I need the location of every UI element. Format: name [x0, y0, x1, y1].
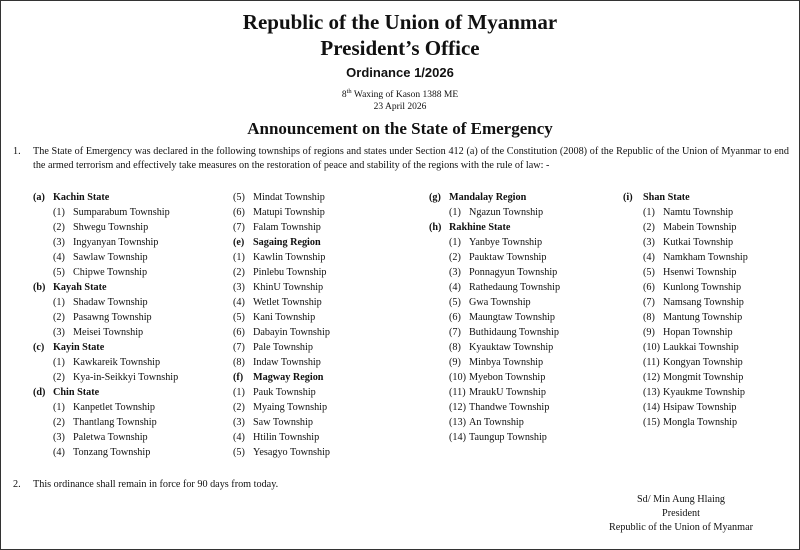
page-title: Republic of the Union of Myanmar	[242, 10, 558, 34]
township-number: (5)	[643, 267, 655, 278]
region-name: Mandalay Region	[449, 192, 527, 203]
township-number: (1)	[53, 402, 65, 413]
township-item	[233, 280, 330, 295]
township-item	[429, 280, 560, 295]
township-number: (1)	[53, 357, 65, 368]
township-number: (8)	[233, 357, 245, 368]
township-number: (5)	[233, 447, 245, 458]
township-name: Kyaukme Township	[663, 387, 746, 398]
region-name: Kayah State	[53, 282, 107, 293]
township-number: (2)	[53, 417, 65, 428]
township-number: (1)	[449, 237, 461, 248]
township-item	[623, 280, 748, 295]
township-number: (4)	[53, 447, 65, 458]
signature-name: Sd/ Min Aung Hlaing	[636, 494, 726, 505]
township-item	[233, 385, 330, 400]
township-number: (8)	[643, 312, 655, 323]
township-item	[233, 295, 330, 310]
township-name: Mongmit Township	[663, 372, 744, 383]
township-name: Taungup Township	[469, 432, 547, 443]
township-item	[233, 310, 330, 325]
township-number: (3)	[233, 417, 245, 428]
region-letter: (b)	[33, 282, 46, 293]
township-number: (11)	[449, 387, 466, 398]
township-name: An Township	[469, 417, 524, 428]
township-item	[33, 325, 178, 340]
region-letter: (d)	[33, 387, 46, 398]
township-item	[429, 340, 560, 355]
township-item	[429, 205, 560, 220]
paragraph-2	[13, 478, 789, 492]
township-number: (3)	[233, 282, 245, 293]
township-number: (1)	[233, 252, 245, 263]
date-ordinal-suffix: th	[346, 87, 352, 95]
township-name: Kani Township	[253, 312, 316, 323]
township-name: Tonzang Township	[73, 447, 151, 458]
township-number: (12)	[449, 402, 466, 413]
office-title: President’s Office	[320, 36, 480, 60]
township-name: Namtu Township	[663, 207, 734, 218]
township-name: Myaing Township	[253, 402, 328, 413]
township-item	[623, 310, 748, 325]
region-heading	[233, 235, 330, 250]
township-number: (3)	[53, 237, 65, 248]
township-number: (13)	[643, 387, 660, 398]
township-item	[623, 355, 748, 370]
township-name: Mongla Township	[663, 417, 738, 428]
township-name: Maungtaw Township	[469, 312, 555, 323]
township-item	[623, 295, 748, 310]
township-number: (2)	[233, 267, 245, 278]
township-number: (5)	[233, 312, 245, 323]
date-ordinal: 8	[341, 90, 347, 100]
township-name: MraukU Township	[469, 387, 546, 398]
paragraph-number: 1.	[13, 146, 21, 157]
township-name: Htilin Township	[253, 432, 320, 443]
township-item	[429, 355, 560, 370]
ordinance-number: Ordinance 1/2026	[346, 65, 454, 80]
township-column-3	[429, 190, 560, 445]
date-rest: Waxing of Kason 1388 ME	[351, 90, 459, 100]
township-number: (1)	[449, 207, 461, 218]
township-number: (2)	[643, 222, 655, 233]
township-name: Matupi Township	[253, 207, 325, 218]
township-name: Kongyan Township	[663, 357, 743, 368]
gregorian-date: 23 April 2026	[373, 102, 427, 112]
township-item	[233, 340, 330, 355]
township-name: Chipwe Township	[73, 267, 148, 278]
township-name: Pasawng Township	[73, 312, 152, 323]
region-letter: (a)	[33, 192, 45, 203]
township-number: (5)	[449, 297, 461, 308]
region-letter: (i)	[623, 192, 633, 203]
region-heading	[429, 190, 560, 205]
township-item	[233, 415, 330, 430]
township-name: Thantlang Township	[73, 417, 157, 428]
township-name: Mabein Township	[663, 222, 737, 233]
township-name: Meisei Township	[73, 327, 144, 338]
township-item	[429, 415, 560, 430]
township-item	[233, 325, 330, 340]
paragraph-number: 2.	[13, 479, 21, 490]
township-number: (2)	[53, 372, 65, 383]
region-heading	[33, 280, 178, 295]
township-number: (9)	[449, 357, 461, 368]
township-name: Dabayin Township	[253, 327, 330, 338]
township-number: (9)	[643, 327, 655, 338]
township-number: (7)	[449, 327, 461, 338]
region-heading	[33, 385, 178, 400]
township-number: (4)	[643, 252, 655, 263]
township-number: (2)	[449, 252, 461, 263]
region-letter: (f)	[233, 372, 244, 383]
township-item	[33, 220, 178, 235]
township-column-1	[33, 190, 178, 460]
township-number: (11)	[643, 357, 660, 368]
township-name: Kyauktaw Township	[469, 342, 554, 353]
township-item	[623, 235, 748, 250]
myanmar-date	[1, 87, 799, 100]
township-name: Myebon Township	[469, 372, 546, 383]
region-name: Rakhine State	[449, 222, 511, 233]
township-column-4	[623, 190, 748, 430]
township-item	[429, 385, 560, 400]
township-name: Buthidaung Township	[469, 327, 559, 338]
township-number: (5)	[233, 192, 245, 203]
township-item	[33, 235, 178, 250]
township-name: Indaw Township	[253, 357, 321, 368]
township-item	[233, 265, 330, 280]
township-number: (15)	[643, 417, 660, 428]
township-number: (3)	[53, 432, 65, 443]
township-name: Hsipaw Township	[663, 402, 737, 413]
township-name: Ponnagyun Township	[469, 267, 558, 278]
township-name: Ngazun Township	[469, 207, 544, 218]
announcement-heading: Announcement on the State of Emergency	[247, 119, 553, 138]
township-name: Kawlin Township	[253, 252, 326, 263]
township-name: Falam Township	[253, 222, 321, 233]
township-item	[33, 415, 178, 430]
township-number: (12)	[643, 372, 660, 383]
region-heading	[33, 190, 178, 205]
township-name: Kunlong Township	[663, 282, 742, 293]
township-item	[623, 340, 748, 355]
township-item	[429, 370, 560, 385]
township-number: (7)	[233, 342, 245, 353]
township-item	[33, 310, 178, 325]
township-name: Kawkareik Township	[73, 357, 161, 368]
township-name: Rathedaung Township	[469, 282, 561, 293]
township-number: (14)	[449, 432, 466, 443]
township-item	[623, 265, 748, 280]
region-heading	[429, 220, 560, 235]
signature-title: President	[662, 508, 700, 519]
township-item	[33, 295, 178, 310]
township-item	[233, 250, 330, 265]
township-number: (6)	[643, 282, 655, 293]
township-item	[429, 265, 560, 280]
township-item	[33, 265, 178, 280]
township-number: (4)	[53, 252, 65, 263]
township-name: Yesagyo Township	[253, 447, 331, 458]
township-name: Kya-in-Seikkyi Township	[73, 372, 179, 383]
township-item	[233, 355, 330, 370]
township-name: Saw Township	[253, 417, 313, 428]
township-number: (6)	[449, 312, 461, 323]
paragraph-text: The State of Emergency was declared in the following townships of regions and states under Section 412 (a) of the Constitution (2008) of the Republic of the Union of Myanmar to end the armed terrorism and effectively take measures on the restoration of peace and stability of the regions with the rule of law: -	[33, 146, 789, 171]
township-number: (10)	[449, 372, 466, 383]
township-name: Kutkai Township	[663, 237, 734, 248]
township-item	[233, 190, 330, 205]
township-name: Mindat Township	[253, 192, 325, 203]
township-number: (1)	[233, 387, 245, 398]
township-item	[233, 400, 330, 415]
region-letter: (h)	[429, 222, 442, 233]
township-item	[429, 235, 560, 250]
township-item	[623, 205, 748, 220]
township-name: Shwegu Township	[73, 222, 149, 233]
township-number: (2)	[233, 402, 245, 413]
township-name: Sawlaw Township	[73, 252, 148, 263]
township-name: Pauk Township	[253, 387, 316, 398]
township-item	[623, 415, 748, 430]
township-name: Pale Township	[253, 342, 313, 353]
township-name: Pauktaw Township	[469, 252, 547, 263]
township-item	[429, 325, 560, 340]
township-number: (14)	[643, 402, 660, 413]
township-number: (1)	[643, 207, 655, 218]
township-name: Gwa Township	[469, 297, 531, 308]
paragraph-text: This ordinance shall remain in force for 90 days from today.	[33, 479, 279, 490]
township-number: (3)	[449, 267, 461, 278]
region-name: Shan State	[643, 192, 690, 203]
township-item	[429, 430, 560, 445]
township-name: Sumparabum Township	[73, 207, 170, 218]
region-heading	[33, 340, 178, 355]
township-item	[623, 370, 748, 385]
township-item	[33, 445, 178, 460]
township-number: (5)	[53, 267, 65, 278]
township-name: Namkham Township	[663, 252, 748, 263]
township-name: Mantung Township	[663, 312, 743, 323]
township-item	[233, 445, 330, 460]
township-item	[623, 220, 748, 235]
township-item	[623, 385, 748, 400]
township-item	[623, 400, 748, 415]
region-name: Magway Region	[253, 372, 324, 383]
township-item	[33, 205, 178, 220]
township-name: Minbya Township	[469, 357, 544, 368]
township-number: (7)	[233, 222, 245, 233]
township-item	[33, 430, 178, 445]
township-name: Ingyanyan Township	[73, 237, 159, 248]
region-heading	[233, 370, 330, 385]
region-name: Kachin State	[53, 192, 110, 203]
township-number: (2)	[53, 222, 65, 233]
township-name: Laukkai Township	[663, 342, 739, 353]
township-number: (7)	[643, 297, 655, 308]
region-letter: (c)	[33, 342, 45, 353]
township-name: Pinlebu Township	[253, 267, 327, 278]
region-letter: (g)	[429, 192, 441, 203]
township-item	[429, 310, 560, 325]
township-item	[233, 220, 330, 235]
township-item	[33, 355, 178, 370]
township-number: (13)	[449, 417, 466, 428]
region-name: Kayin State	[53, 342, 105, 353]
region-name: Chin State	[53, 387, 100, 398]
township-item	[623, 325, 748, 340]
township-name: Hsenwi Township	[663, 267, 737, 278]
township-number: (8)	[449, 342, 461, 353]
township-number: (1)	[53, 207, 65, 218]
township-name: Namsang Township	[663, 297, 744, 308]
township-name: Wetlet Township	[253, 297, 322, 308]
township-number: (4)	[449, 282, 461, 293]
township-name: Kanpetlet Township	[73, 402, 156, 413]
township-item	[429, 295, 560, 310]
township-name: Thandwe Township	[469, 402, 550, 413]
township-number: (1)	[53, 297, 65, 308]
township-column-2	[233, 190, 330, 460]
region-heading	[623, 190, 748, 205]
township-number: (2)	[53, 312, 65, 323]
township-item	[33, 370, 178, 385]
township-number: (3)	[643, 237, 655, 248]
township-name: Shadaw Township	[73, 297, 148, 308]
township-item	[33, 250, 178, 265]
signature-block	[591, 493, 771, 535]
township-number: (4)	[233, 432, 245, 443]
township-name: Yanbye Township	[469, 237, 543, 248]
township-item	[233, 205, 330, 220]
township-number: (6)	[233, 207, 245, 218]
township-name: KhinU Township	[253, 282, 324, 293]
township-item	[429, 400, 560, 415]
township-name: Paletwa Township	[73, 432, 148, 443]
township-number: (10)	[643, 342, 660, 353]
signature-org: Republic of the Union of Myanmar	[608, 522, 753, 533]
township-number: (6)	[233, 327, 245, 338]
township-number: (4)	[233, 297, 245, 308]
region-name: Sagaing Region	[253, 237, 321, 248]
township-item	[233, 430, 330, 445]
township-name: Hopan Township	[663, 327, 733, 338]
township-item	[429, 250, 560, 265]
township-item	[33, 400, 178, 415]
region-letter: (e)	[233, 237, 245, 248]
paragraph-1	[13, 145, 789, 173]
township-item	[623, 250, 748, 265]
township-number: (3)	[53, 327, 65, 338]
